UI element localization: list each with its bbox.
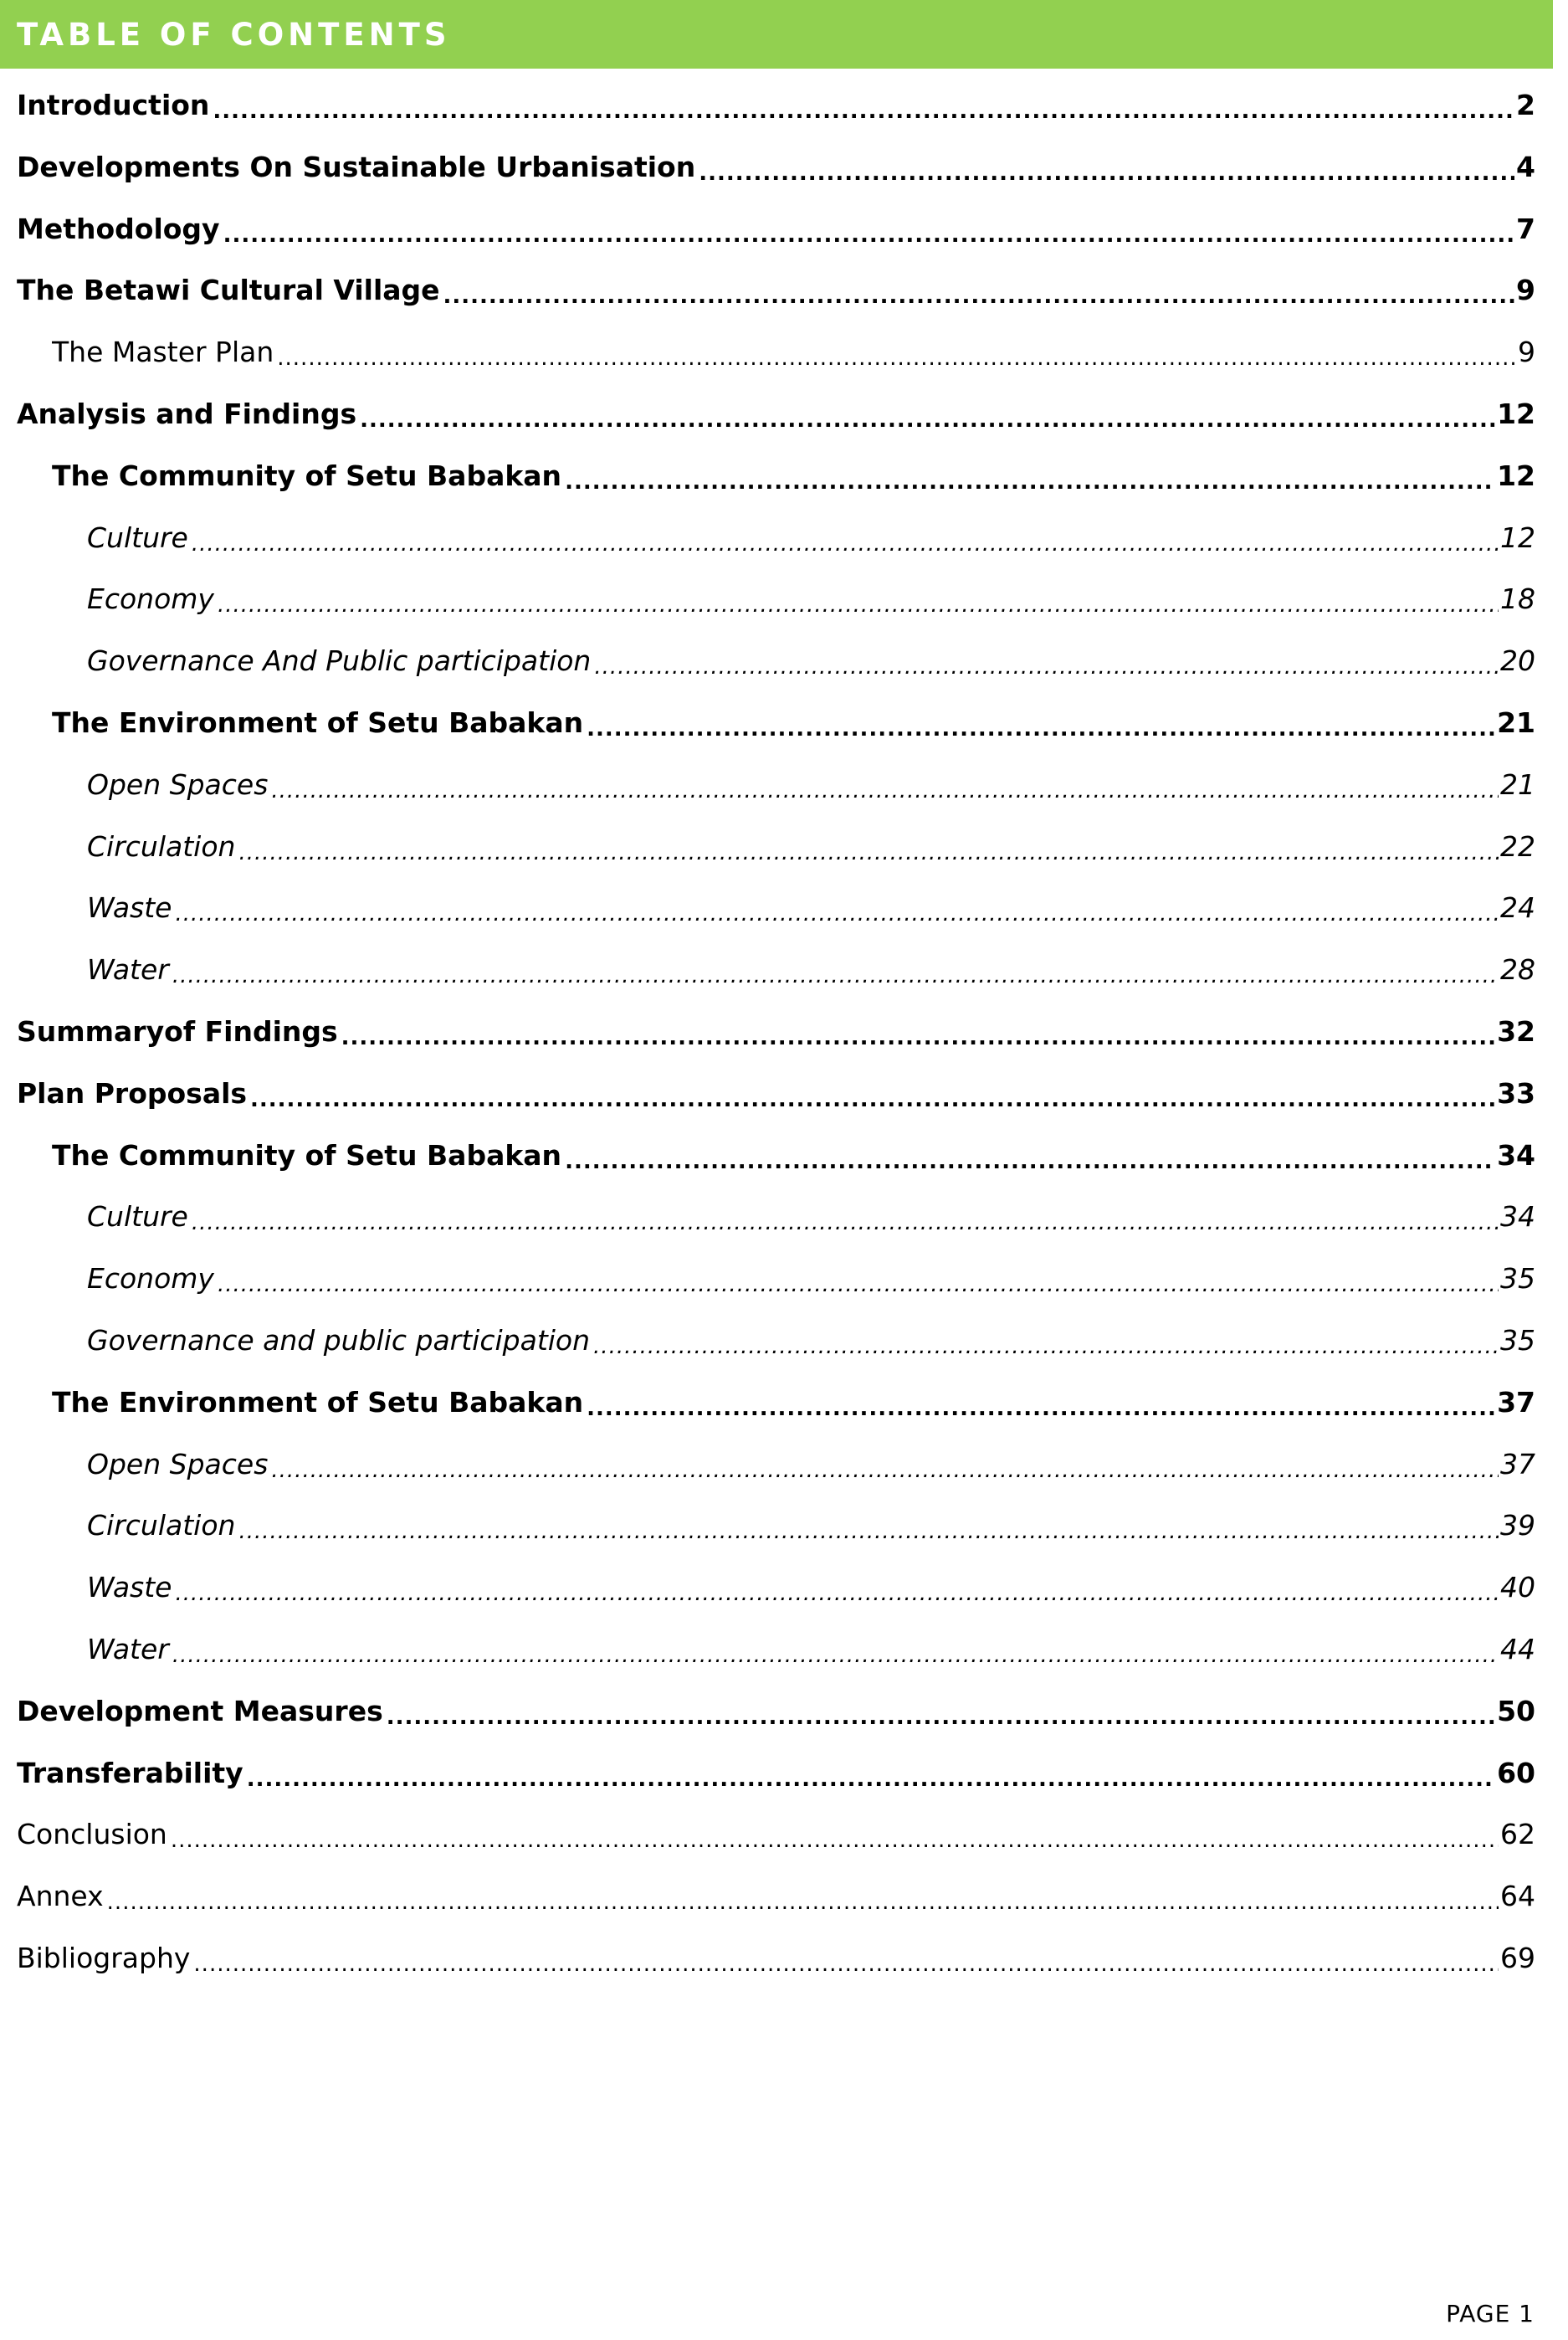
toc-entry-label: Waste (87, 1571, 172, 1604)
toc-entry-page-number: 35 (1500, 1262, 1535, 1295)
toc-heading: TABLE OF CONTENTS (17, 16, 451, 53)
toc-entry-page-number: 18 (1500, 582, 1535, 615)
toc-entry[interactable] (87, 1619, 1535, 1681)
toc-entry-label: Open Spaces (87, 1448, 269, 1480)
toc-entry-page-number: 9 (1518, 336, 1535, 368)
toc-entry-page-number: 24 (1500, 891, 1535, 924)
toc-entry-label: Circulation (87, 1509, 236, 1542)
toc-entry[interactable] (17, 198, 1535, 260)
dot-leader (587, 706, 1495, 740)
toc-entry-label: Waste (87, 891, 172, 924)
dot-leader (565, 1139, 1495, 1173)
page-number: PAGE 1 (1446, 2300, 1535, 2327)
toc-entry[interactable] (17, 1742, 1535, 1804)
dot-leader (699, 151, 1514, 184)
toc-entry-page-number: 4 (1516, 151, 1535, 183)
toc-header-bar (0, 0, 1553, 69)
toc-entry[interactable] (87, 1186, 1535, 1248)
toc-entry-page-number: 12 (1497, 398, 1535, 430)
toc-entry-label: Culture (87, 521, 188, 554)
toc-entry[interactable] (17, 1804, 1535, 1865)
dot-leader (175, 891, 1499, 925)
toc-entry-label: Bibliography (17, 1942, 191, 1974)
toc-entry-label: The Community of Setu Babakan (52, 1139, 562, 1172)
dot-leader (247, 1757, 1495, 1790)
dot-leader (238, 830, 1499, 864)
toc-entry-page-number: 35 (1500, 1324, 1535, 1357)
toc-entry-label: Developments On Sustainable Urbanisation (17, 151, 696, 183)
toc-entry-label: Conclusion (17, 1818, 167, 1850)
toc-entry[interactable] (17, 1927, 1535, 1989)
dot-leader (172, 953, 1499, 987)
toc-entry-label: Economy (87, 582, 214, 615)
toc-entry-label: Circulation (87, 830, 236, 863)
toc-entry-label: Governance and public participation (87, 1324, 591, 1357)
toc-entry-label: Transferability (17, 1757, 243, 1789)
toc-entry[interactable] (52, 692, 1535, 754)
toc-entry-page-number: 64 (1500, 1880, 1535, 1912)
dot-leader (594, 644, 1499, 678)
toc-entry[interactable] (87, 568, 1535, 630)
dot-leader (341, 1015, 1495, 1049)
toc-entry[interactable] (17, 1063, 1535, 1125)
toc-entry[interactable] (87, 1557, 1535, 1619)
toc-entry-page-number: 40 (1500, 1571, 1535, 1604)
toc-entry-label: The Betawi Cultural Village (17, 274, 440, 306)
toc-entry-page-number: 34 (1500, 1200, 1535, 1233)
toc-entry[interactable] (87, 1434, 1535, 1496)
toc-entry-label: The Environment of Setu Babakan (52, 1386, 584, 1419)
toc-entry-label: The Environment of Setu Babakan (52, 706, 584, 739)
toc-entry-page-number: 28 (1500, 953, 1535, 986)
toc-entry-page-number: 12 (1497, 459, 1535, 492)
dot-leader (192, 1200, 1499, 1234)
toc-entry-label: Culture (87, 1200, 188, 1233)
toc-entry[interactable] (87, 816, 1535, 878)
toc-entry[interactable] (17, 74, 1535, 136)
toc-entry-label: Governance And Public participation (87, 644, 592, 677)
toc-entry[interactable] (17, 136, 1535, 198)
toc-entry-page-number: 7 (1516, 213, 1535, 245)
toc-entry[interactable] (87, 1310, 1535, 1372)
toc-entry-label: Annex (17, 1880, 104, 1912)
toc-entry[interactable] (17, 1001, 1535, 1063)
toc-entry-label: The Community of Setu Babakan (52, 459, 562, 492)
toc-entry-label: The Master Plan (52, 336, 274, 368)
toc-entry-label: Plan Proposals (17, 1077, 248, 1110)
toc-entry-page-number: 37 (1497, 1386, 1535, 1419)
toc-entry-page-number: 39 (1500, 1509, 1535, 1542)
dot-leader (171, 1818, 1499, 1851)
toc-entry-page-number: 37 (1500, 1448, 1535, 1480)
toc-entry-page-number: 50 (1497, 1695, 1535, 1727)
dot-leader (271, 1448, 1499, 1481)
toc-entry-page-number: 69 (1500, 1942, 1535, 1974)
toc-entry[interactable] (52, 1372, 1535, 1434)
dot-leader (250, 1077, 1495, 1111)
toc-entry-page-number: 12 (1500, 521, 1535, 554)
toc-entry-page-number: 44 (1500, 1633, 1535, 1665)
toc-entry-page-number: 60 (1497, 1757, 1535, 1789)
toc-entry-page-number: 33 (1497, 1077, 1535, 1110)
toc-entry-label: Economy (87, 1262, 214, 1295)
dot-leader (238, 1509, 1499, 1542)
toc-entry-label: Methodology (17, 213, 220, 245)
dot-leader (387, 1695, 1495, 1728)
toc-entry-label: Water (87, 1633, 169, 1665)
toc-entry[interactable] (87, 754, 1535, 816)
dot-leader (213, 89, 1514, 122)
toc-entry[interactable] (17, 1865, 1535, 1927)
dot-leader (565, 459, 1495, 493)
toc-entry[interactable] (87, 877, 1535, 939)
toc-entry[interactable] (87, 939, 1535, 1001)
toc-entry-page-number: 22 (1500, 830, 1535, 863)
toc-entry[interactable] (87, 507, 1535, 569)
toc-entry-label: Open Spaces (87, 768, 269, 801)
dot-leader (271, 768, 1499, 802)
dot-leader (223, 213, 1514, 246)
toc-entry-page-number: 21 (1497, 706, 1535, 739)
toc-entry-page-number: 20 (1500, 644, 1535, 677)
toc-entry-page-number: 21 (1500, 768, 1535, 801)
dot-leader (218, 582, 1499, 616)
toc-entry-label: Summaryof Findings (17, 1015, 338, 1048)
toc-entry[interactable] (52, 1125, 1535, 1187)
toc-entry[interactable] (17, 383, 1535, 445)
dot-leader (107, 1880, 1499, 1913)
toc-entry-page-number: 34 (1497, 1139, 1535, 1172)
toc-entry-page-number: 2 (1516, 89, 1535, 121)
dot-leader (172, 1633, 1499, 1666)
toc-entry[interactable] (87, 1495, 1535, 1557)
dot-leader (175, 1571, 1499, 1604)
toc-entry[interactable] (52, 321, 1535, 383)
dot-leader (593, 1324, 1499, 1357)
dot-leader (277, 336, 1516, 369)
toc-entry-label: Introduction (17, 89, 210, 121)
dot-leader (218, 1262, 1499, 1296)
dot-leader (360, 398, 1495, 431)
toc-entry-page-number: 32 (1497, 1015, 1535, 1048)
dot-leader (192, 521, 1499, 555)
toc-entry[interactable] (87, 630, 1535, 692)
toc-entry[interactable] (87, 1248, 1535, 1310)
toc-entry-page-number: 62 (1500, 1818, 1535, 1850)
dot-leader (587, 1386, 1495, 1419)
toc-entry[interactable] (17, 259, 1535, 321)
toc-entry[interactable] (52, 445, 1535, 507)
toc-entry-label: Analysis and Findings (17, 398, 357, 430)
toc-entry[interactable] (17, 1681, 1535, 1742)
toc-entry-label: Development Measures (17, 1695, 383, 1727)
dot-leader (443, 274, 1514, 307)
dot-leader (193, 1942, 1499, 1975)
toc-entry-label: Water (87, 953, 169, 986)
toc-entry-page-number: 9 (1516, 274, 1535, 306)
